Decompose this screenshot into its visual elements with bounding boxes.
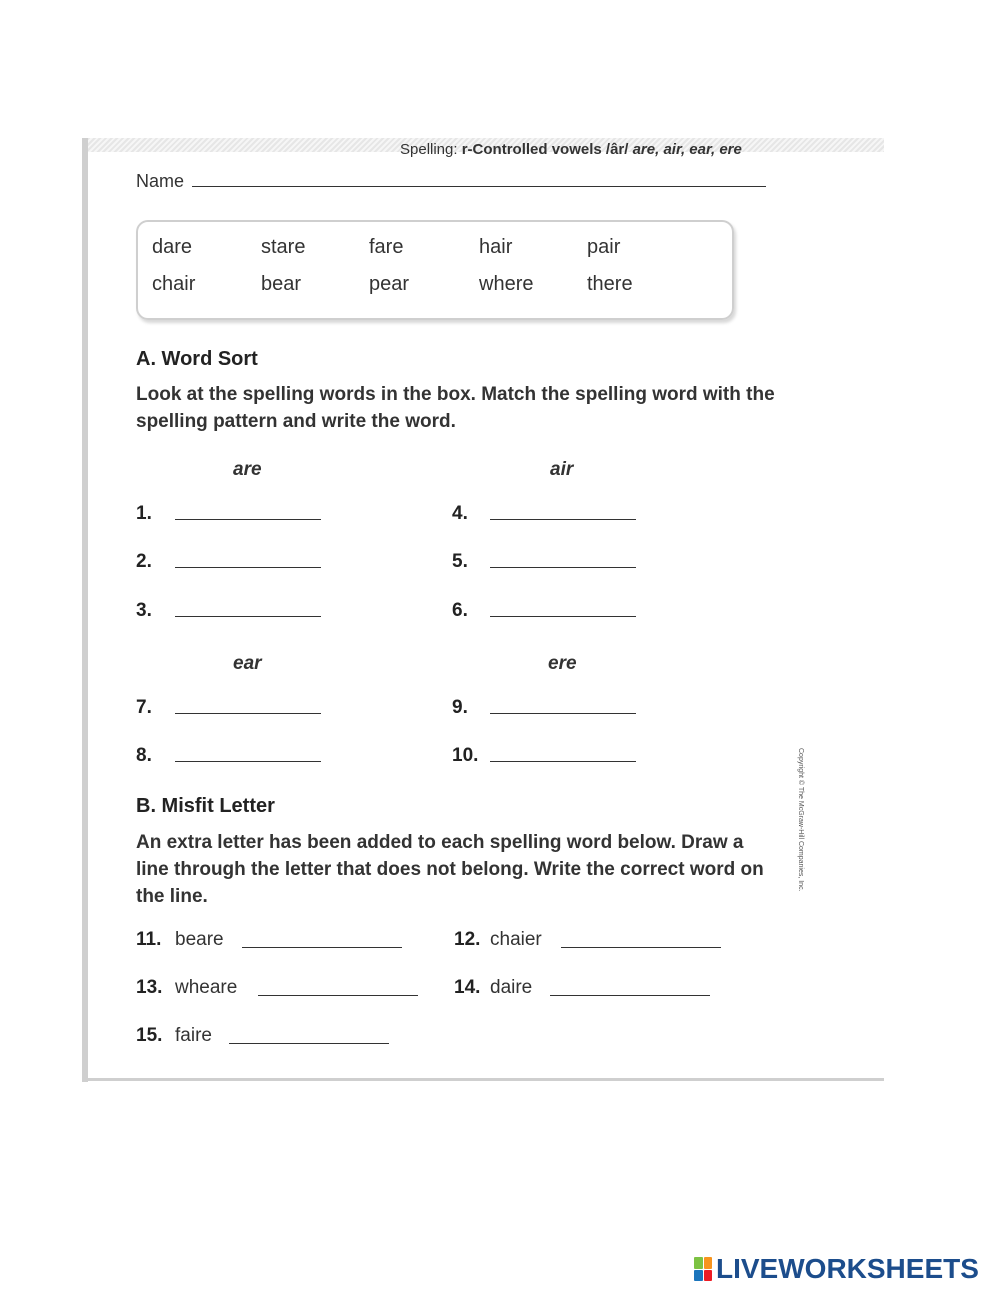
header-patterns: are, air, ear, ere — [632, 141, 742, 158]
answer-line-7[interactable] — [175, 713, 321, 714]
answer-line-1[interactable] — [175, 519, 321, 520]
answer-line-11[interactable] — [242, 947, 402, 948]
misfit-word-11: beare — [175, 929, 224, 950]
word-where: where — [479, 273, 534, 295]
item-number-13: 13. — [136, 977, 163, 998]
item-number-3: 3. — [136, 600, 152, 621]
name-label: Name — [136, 171, 185, 191]
word-stare: stare — [261, 236, 306, 258]
pattern-ear-heading: ear — [233, 653, 262, 674]
answer-line-10[interactable] — [490, 761, 636, 762]
misfit-word-13: wheare — [175, 977, 238, 998]
pattern-ere-heading: ere — [548, 653, 577, 674]
logo-square-red — [704, 1270, 713, 1282]
item-number-9: 9. — [452, 697, 468, 718]
answer-line-3[interactable] — [175, 616, 321, 617]
page-header — [400, 141, 742, 158]
pattern-air-heading: air — [550, 459, 574, 480]
section-a-title: A. Word Sort — [136, 348, 258, 370]
item-number-11: 11. — [136, 929, 162, 950]
worksheet-page — [82, 138, 884, 1082]
word-there: there — [587, 273, 633, 295]
bottom-rule — [82, 1078, 884, 1081]
item-number-2: 2. — [136, 551, 152, 572]
liveworksheets-logo[interactable] — [694, 1253, 979, 1285]
answer-line-5[interactable] — [490, 567, 636, 568]
word-fare: fare — [369, 236, 404, 258]
item-number-15: 15. — [136, 1025, 163, 1046]
brand-name: LIVEWORKSHEETS — [716, 1253, 979, 1284]
word-bear: bear — [261, 273, 302, 295]
item-number-6: 6. — [452, 600, 468, 621]
item-number-7: 7. — [136, 697, 152, 718]
item-number-14: 14. — [454, 977, 481, 998]
answer-line-4[interactable] — [490, 519, 636, 520]
copyright-notice — [794, 748, 804, 918]
answer-line-12[interactable] — [561, 947, 721, 948]
answer-line-2[interactable] — [175, 567, 321, 568]
word-pear: pear — [369, 273, 410, 295]
logo-square-orange — [704, 1257, 713, 1269]
item-number-12: 12. — [454, 929, 481, 950]
word-pair: pair — [587, 236, 621, 258]
left-margin-rule — [82, 138, 88, 1082]
copyright-text: Copyright © The McGraw-Hill Companies, Inc. — [797, 748, 804, 892]
item-number-10: 10. — [452, 745, 479, 766]
item-number-5: 5. — [452, 551, 468, 572]
pattern-are-heading: are — [233, 459, 262, 480]
word-hair: hair — [479, 236, 513, 258]
answer-line-14[interactable] — [550, 995, 710, 996]
section-b-title: B. Misfit Letter — [136, 795, 275, 817]
item-number-8: 8. — [136, 745, 152, 766]
section-b-instructions: An extra letter has been added to each spelling word below. Draw a line through the letter that does not belong. Write the correct word on the line. — [136, 832, 764, 907]
header-topic: r-Controlled vowels /âr/ — [461, 141, 633, 158]
misfit-word-15: faire — [175, 1025, 212, 1046]
answer-line-8[interactable] — [175, 761, 321, 762]
answer-line-9[interactable] — [490, 713, 636, 714]
misfit-word-12: chaier — [490, 929, 542, 950]
spelling-word-box — [136, 220, 734, 320]
name-field[interactable] — [192, 186, 766, 187]
answer-line-6[interactable] — [490, 616, 636, 617]
liveworksheets-icon — [694, 1257, 712, 1281]
item-number-1: 1. — [136, 503, 152, 524]
logo-square-green — [694, 1257, 703, 1269]
answer-line-15[interactable] — [229, 1043, 389, 1044]
section-a-instructions: Look at the spelling words in the box. Match the spelling word with the spelling pattern and write the word. — [136, 384, 775, 432]
word-dare: dare — [152, 236, 193, 258]
word-chair: chair — [152, 273, 196, 295]
misfit-word-14: daire — [490, 977, 533, 998]
header-prefix: Spelling: — [400, 141, 462, 158]
item-number-4: 4. — [452, 503, 468, 524]
answer-line-13[interactable] — [258, 995, 418, 996]
logo-square-blue — [694, 1270, 703, 1282]
